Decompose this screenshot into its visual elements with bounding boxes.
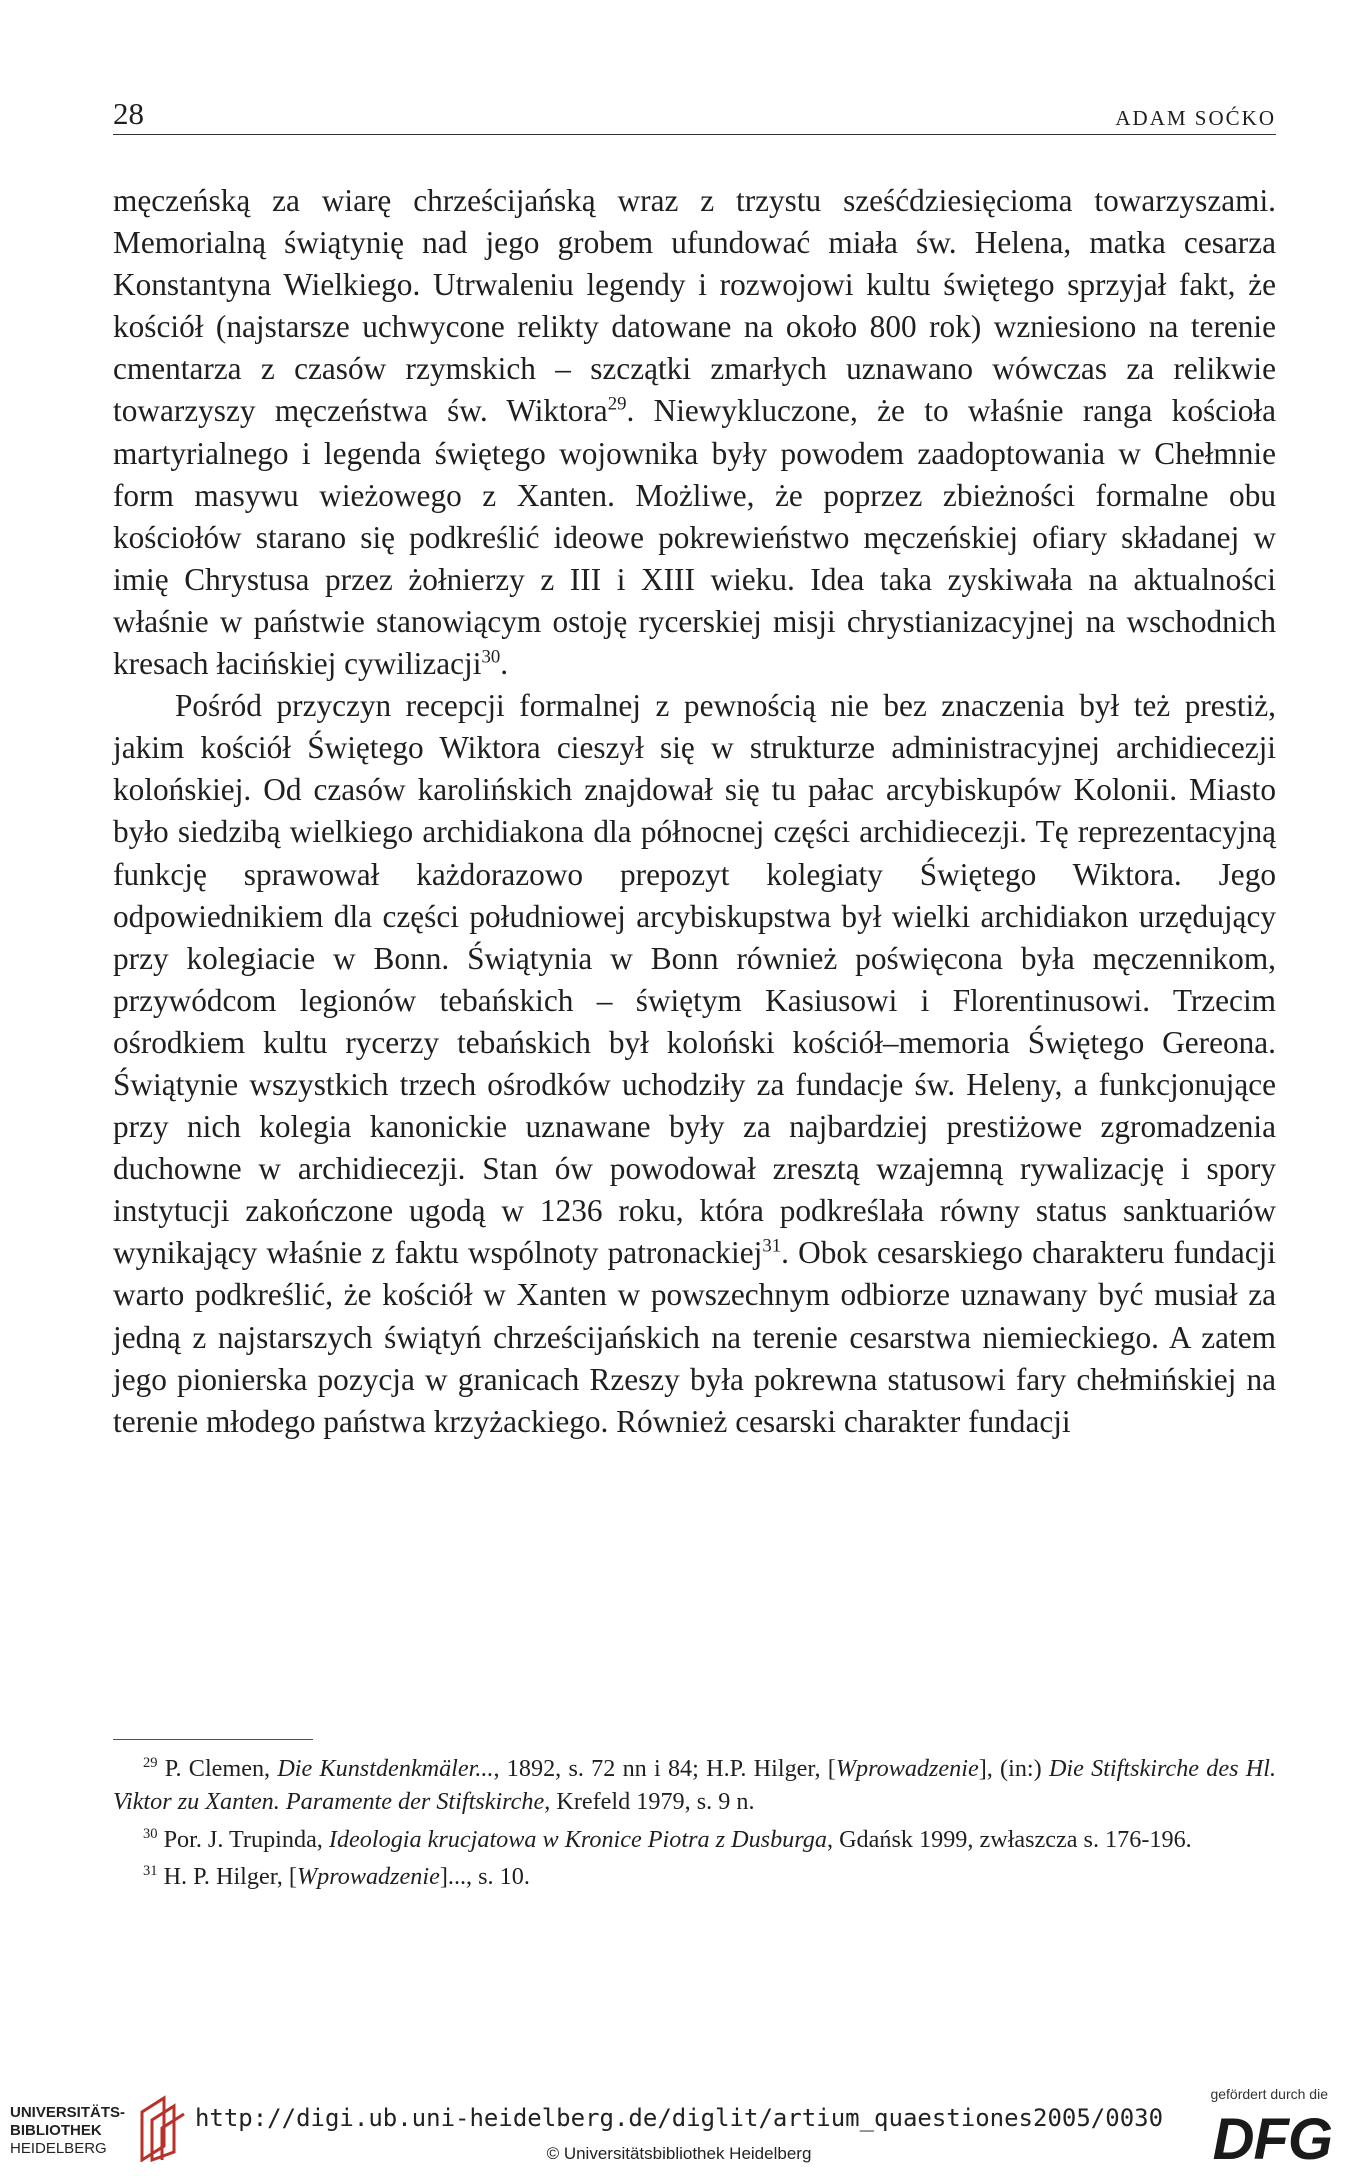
footnote-30: $^{30}$ Por. J. Trupinda, Ideologia krucjatowa w Kronice Piotra z Dusburga, Gdańsk 1999, zwłaszcza s. 176-196. [143,1825,1192,1853]
funding-note: gefördert durch die [1210,2086,1328,2102]
copyright-notice: © Universitätsbibliothek Heidelberg [546,2144,812,2163]
footnote-ref-31[interactable]: 31 [762,1235,782,1257]
footnote-rule [113,1739,313,1740]
paragraph-1: męczeńską za wiarę chrześcijańską wraz z trzystu sześćdziesięcioma towarzyszami. Memorialną świątynię nad jego grobem ufundować miała św. Helena, matka cesarza Konstantyna Wielkiego. Utrwaleniu legendy i rozwojowi kultu świętego sprzyjał fakt, że kościół (najstarsze uchwycone relikty datowane na około 800 rok) wzniesiono na terenie cmentarza z czasów rzymskich – szczątki zmarłych uznawano wówczas za relikwie towarzyszy męczeństwa św. Wiktora$^{29}$. Niewykluczone, że to właśnie ranga kościoła martyrialnego i legenda świętego wojownika były powodem zaadoptowania w Chełmnie form masywu wieżowego z Xanten. Możliwe, że poprzez zbieżności formalne obu kościołów starano się podkreślić ideowe pokrewieństwo męczeńskiej ofiary składanej w imię Chrystusa przez żołnierzy z III i XIII wieku. Idea taka zyskiwała na aktualności właśnie w państwie stanowiącym ostoję rycerskiej misji chrystianizacyjnej na wschodnich kresach łacińskiej cywilizacji$^{30}$. [113,183,1276,682]
page-number: 28 [113,96,144,131]
body-text [113,180,1276,1443]
header-rule [113,134,1276,135]
running-head: ADAM SOĆKO [1115,106,1276,130]
digital-copy-url[interactable]: http://digi.ub.uni-heidelberg.de/diglit/artium_quaestiones2005/0030 [194,2104,1164,2132]
footnote-31: $^{31}$ H. P. Hilger, [Wprowadzenie]..., s. 10. [143,1863,530,1891]
university-library-logo[interactable]: UNIVERSITÄTS- BIBLIOTHEK HEIDELBERG [10,2104,126,2157]
dfg-logo[interactable]: DFG [1212,2107,1332,2172]
paragraph-2: Pośród przyczyn recepcji formalnej z pewnością nie bez znaczenia był też prestiż, jakim kościół Świętego Wiktora cieszył się w strukturze administracyjnej archidiecezji kolońskiej. Od czasów karolińskich znajdował się tu pałac arcybiskupów Kolonii. Miasto było siedzibą wielkiego archidiakona dla północnej części archidiecezji. Tę reprezentacyjną funkcję sprawował każdorazowo prepozyt kolegiaty Świętego Wiktora. Jego odpowiednikiem dla części południowej arcybiskupstwa był wielki archidiakon urzędujący przy kolegiacie w Bonn. Świątynia w Bonn również poświęcona była męczennikom, przywódcom legionów tebańskich – świętym Kasiusowi i Florentinusowi. Trzecim ośrodkiem kultu rycerzy tebańskich był koloński kościół–memoria Świętego Gereona. Świątynie wszystkich trzech ośrodków uchodziły za fundacje św. Heleny, a funkcjonujące przy nich kolegia kanonickie uznawane były za najbardziej prestiżowe zgromadzenia duchowne w archidiecezji. Stan ów powodował zresztą wzajemną rywalizację i spory instytucji zakończone ugodą w 1236 roku, która podkreślała równy status sanktuariów wynikający właśnie z faktu wspólnoty patronackiej$^{31}$. Obok cesarskiego charakteru fundacji warto podkreślić, że kościół w Xanten w powszechnym odbiorze uznawany być musiał za jedną z najstarszych świątyń chrześcijańskich na terenie cesarstwa niemieckiego. A zatem jego pionierska pozycja w granicach Rzeszy była pokrewna statusowi fary chełmińskiej na terenie młodego państwa krzyżackiego. Również cesarski charakter fundacji [113,688,1276,1439]
footnote-29: $^{29}$ P. Clemen, Die Kunstdenkmäler..., 1892, s. 72 nn i 84; H.P. Hilger, [Wprowadzenie], (in:) Die Stiftskirche des Hl. Viktor zu Xanten. Paramente der Stiftskirche, Krefeld 1979, s. 9 n. [113,1754,1276,1816]
footer-bar [0,2074,1358,2176]
footnote-ref-30[interactable]: 30 [481,646,501,668]
footnote-ref-29[interactable]: 29 [607,394,627,416]
footnotes [113,1752,1276,1898]
